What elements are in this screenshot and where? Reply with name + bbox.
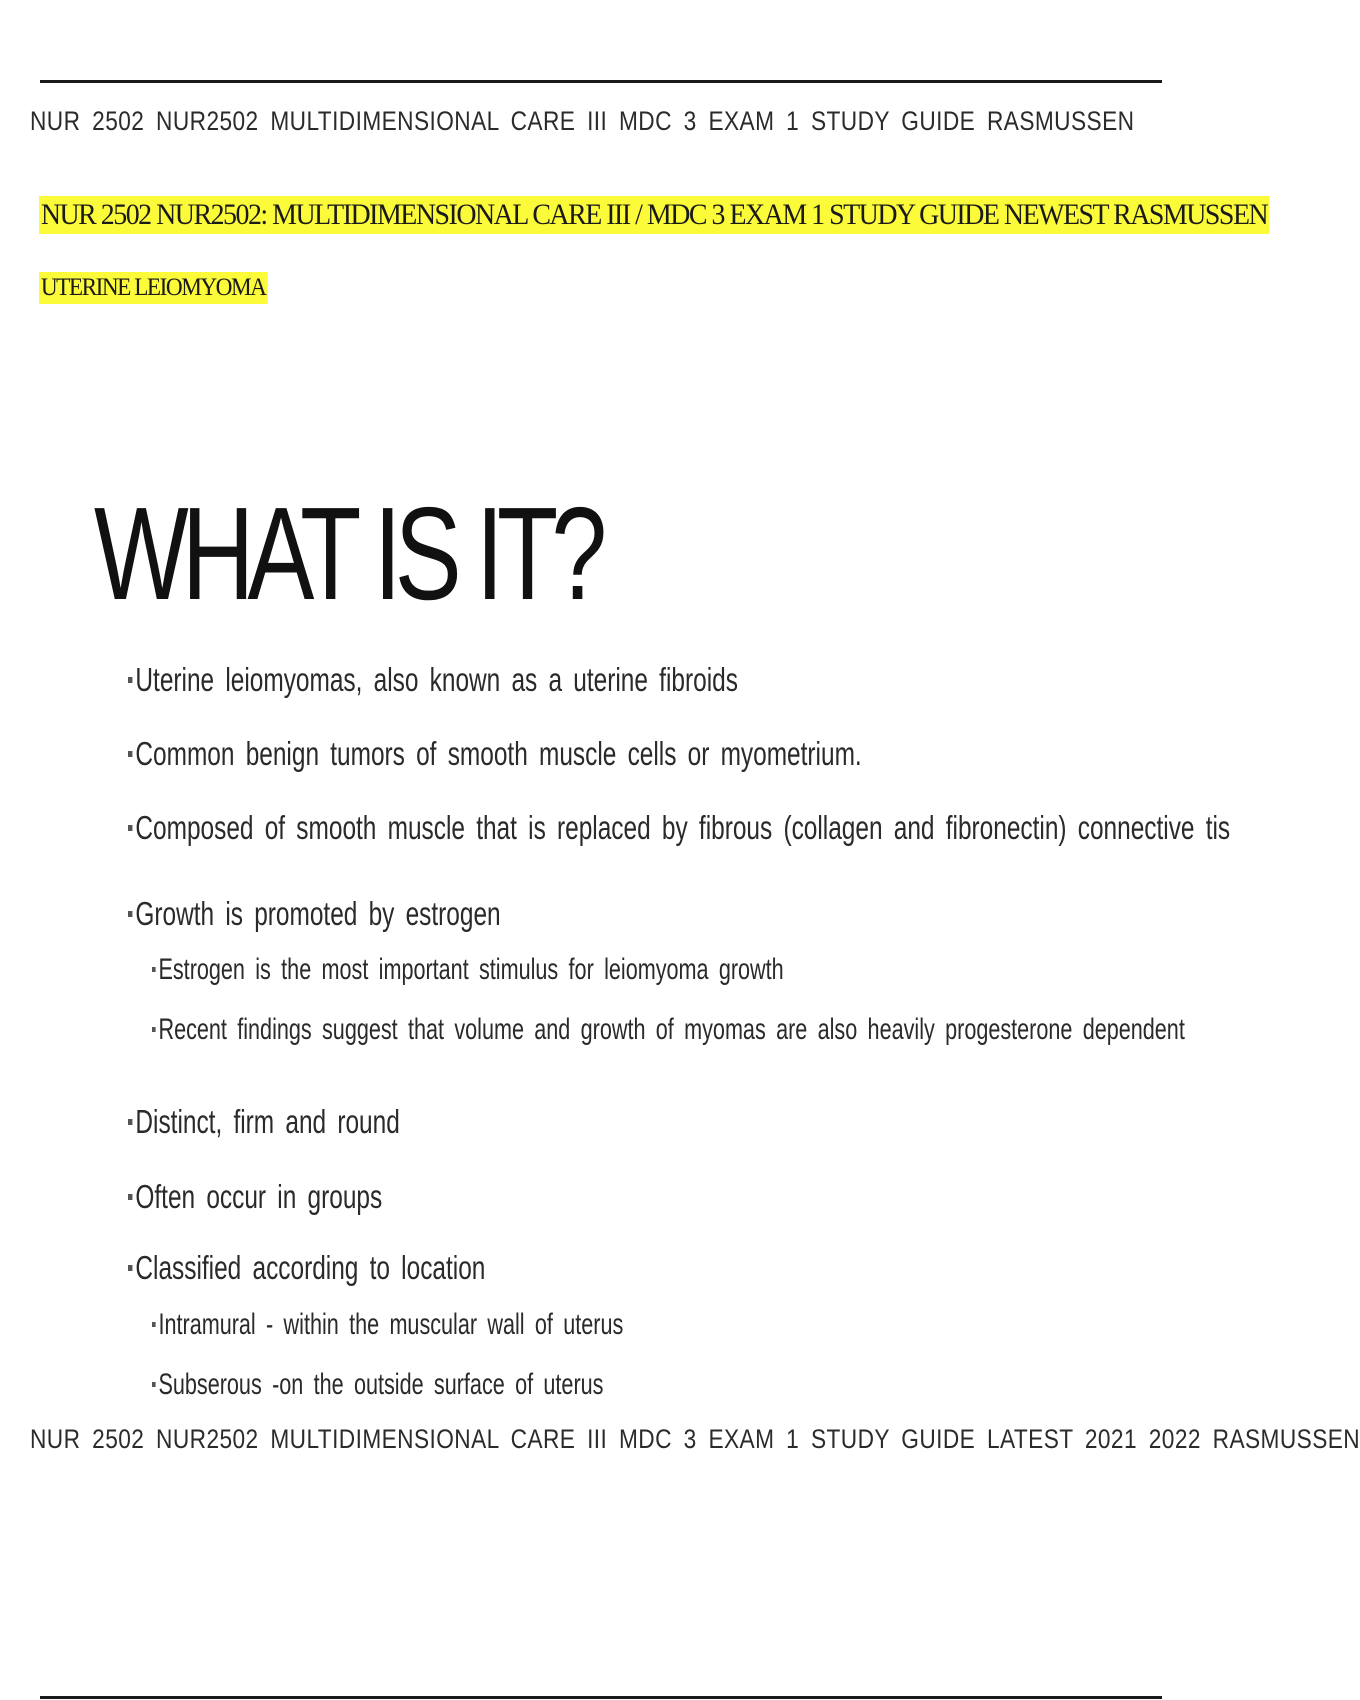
bullet-text: Subserous -on the outside surface of uterus [158, 1368, 604, 1401]
bullet-text: Growth is promoted by estrogen [135, 895, 501, 932]
sub-bullet-item [152, 1013, 1185, 1047]
bullet-marker [128, 911, 132, 917]
document-footer: NUR 2502 NUR2502 MULTIDIMENSIONAL CARE III MDC 3 EXAM 1 STUDY GUIDE LATEST 2021 2022 RASMUSSEN [30, 1424, 1360, 1454]
bullet-marker [152, 1027, 156, 1032]
bullet-text: Distinct, firm and round [135, 1103, 400, 1140]
bullet-marker [128, 751, 132, 757]
bullet-marker [128, 1194, 132, 1200]
bullet-text: Uterine leiomyomas, also known as a uterine fibroids [135, 661, 738, 698]
bullet-text: Classified according to location [135, 1249, 486, 1286]
sub-bullet-item [152, 1368, 603, 1402]
bullet-text: Estrogen is the most important stimulus for leiomyoma growth [158, 953, 784, 986]
highlighted-title: NUR 2502 NUR2502: MULTIDIMENSIONAL CARE III / MDC 3 EXAM 1 STUDY GUIDE NEWEST RASMUSSEN [39, 196, 1269, 234]
bullet-marker [128, 1119, 132, 1125]
highlighted-subtitle: UTERINE LEIOMYOMA [39, 272, 267, 304]
bullet-item [128, 661, 738, 699]
bullet-text: Common benign tumors of smooth muscle cells or myometrium. [135, 735, 862, 772]
bullet-marker [128, 825, 132, 831]
bullet-item [128, 1103, 400, 1141]
bullet-text: Intramural - within the muscular wall of uterus [158, 1308, 624, 1341]
bullet-marker [152, 1322, 156, 1327]
bullet-text: Composed of smooth muscle that is replaced by fibrous (collagen and fibronectin) connective tis [135, 809, 1231, 846]
bullet-item [128, 895, 501, 933]
bullet-text: Recent findings suggest that volume and growth of myomas are also heavily progesterone dependent [158, 1013, 1185, 1046]
bullet-list [128, 0, 1231, 1420]
bullet-item [128, 809, 1230, 847]
bullet-item [128, 1178, 382, 1216]
sub-bullet-item [152, 953, 784, 987]
document-header: NUR 2502 NUR2502 MULTIDIMENSIONAL CARE III MDC 3 EXAM 1 STUDY GUIDE RASMUSSEN [30, 106, 1135, 136]
bullet-text: Often occur in groups [135, 1178, 383, 1215]
bullet-item [128, 735, 862, 773]
bullet-marker [128, 1265, 132, 1271]
slide-title: WHAT IS IT? [94, 480, 601, 627]
sub-bullet-item [152, 1308, 623, 1342]
bullet-marker [152, 967, 156, 972]
bullet-item [128, 1249, 485, 1287]
bottom-divider [40, 1696, 1162, 1699]
bullet-marker [152, 1382, 156, 1387]
bullet-marker [128, 677, 132, 683]
